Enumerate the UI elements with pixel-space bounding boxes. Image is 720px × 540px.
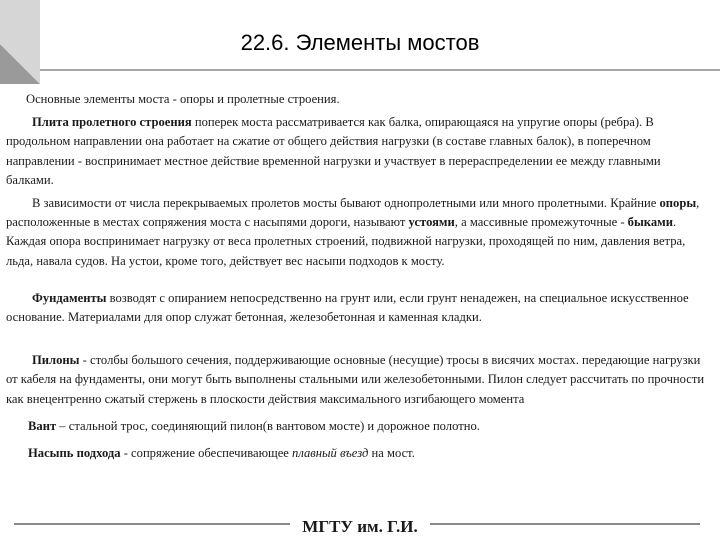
document-body	[6, 90, 706, 463]
page-title: 22.6. Элементы мостов	[240, 30, 480, 55]
term-abutments: устоями	[408, 215, 455, 230]
paragraph-slab	[6, 113, 706, 190]
term-pylons: Пилоны	[32, 353, 80, 368]
text-ramp-1: - сопряжение обеспечивающее	[120, 446, 293, 461]
text-supports-1: В зависимости от числа перекрываемых пролетов мосты бывают однопролетными или много пролетными. Крайние	[32, 196, 660, 211]
title-divider	[40, 69, 720, 71]
intro-text: Основные элементы моста - опоры и пролетные строения.	[26, 92, 340, 106]
paragraph-ramp	[6, 444, 706, 463]
term-piers: быками	[627, 215, 673, 230]
footer-text: МГТУ им. Г.И.	[290, 517, 429, 536]
text-supports-3: , а массивные промежуточные -	[454, 215, 628, 230]
paragraph-foundations	[6, 289, 706, 327]
text-foundations: возводят с опиранием непосредственно на грунт или, если грунт ненадежен, на специальное искусственное основание. Материалами для опор служат бетонная, железобетонная и каменная кладки.	[6, 290, 689, 325]
footer	[0, 516, 720, 538]
text-supports-2: , расположенные в местах сопряжения моста с насыпями дороги, называют	[6, 196, 700, 230]
term-slab: Плита пролетного строения	[32, 115, 192, 130]
text-pylons: - столбы большого сечения, поддерживающие основные (несущие) тросы в висячих мостах. передающие нагрузки от кабеля на фундаменты, они могут быть выполнены стальными или железобетонными. Пилон следует рассчитать по прочности как внецентренно сжатый стержень в плоскости действия максимального изгибающего момента	[6, 353, 705, 406]
term-foundations: Фундаменты	[32, 290, 107, 305]
term-cable: Вант	[28, 418, 57, 433]
paragraph-cable	[6, 417, 706, 436]
paragraph-supports	[6, 194, 706, 271]
paragraph-pylons	[6, 351, 706, 409]
text-ramp-2: на мост.	[368, 446, 415, 461]
text-cable: – стальной трос, соединяющий пилон(в вантовом мосте) и дорожное полотно.	[56, 418, 480, 433]
text-ramp-emphasis: плавный въезд	[292, 446, 369, 461]
term-supports: опоры	[659, 196, 697, 211]
text-slab: поперек моста рассматривается как балка, опирающаяся на упругие опоры (ребра). В продольном направлении она работает на сжатие от общего действия нагрузки (в составе главных балок), в поперечном направлении - воспринимает местное действие временной нагрузки и участвует в перераспределении ее между главными балками.	[6, 115, 661, 187]
term-ramp: Насыпь подхода	[28, 446, 121, 461]
text-supports-4: . Каждая опора воспринимает нагрузку от веса пролетных строений, подвижной нагрузки, проходящей по ним, давления ветра, льда, навала судов. На устои, кроме того, действует вес насыпи подходов к мосту.	[6, 215, 686, 268]
